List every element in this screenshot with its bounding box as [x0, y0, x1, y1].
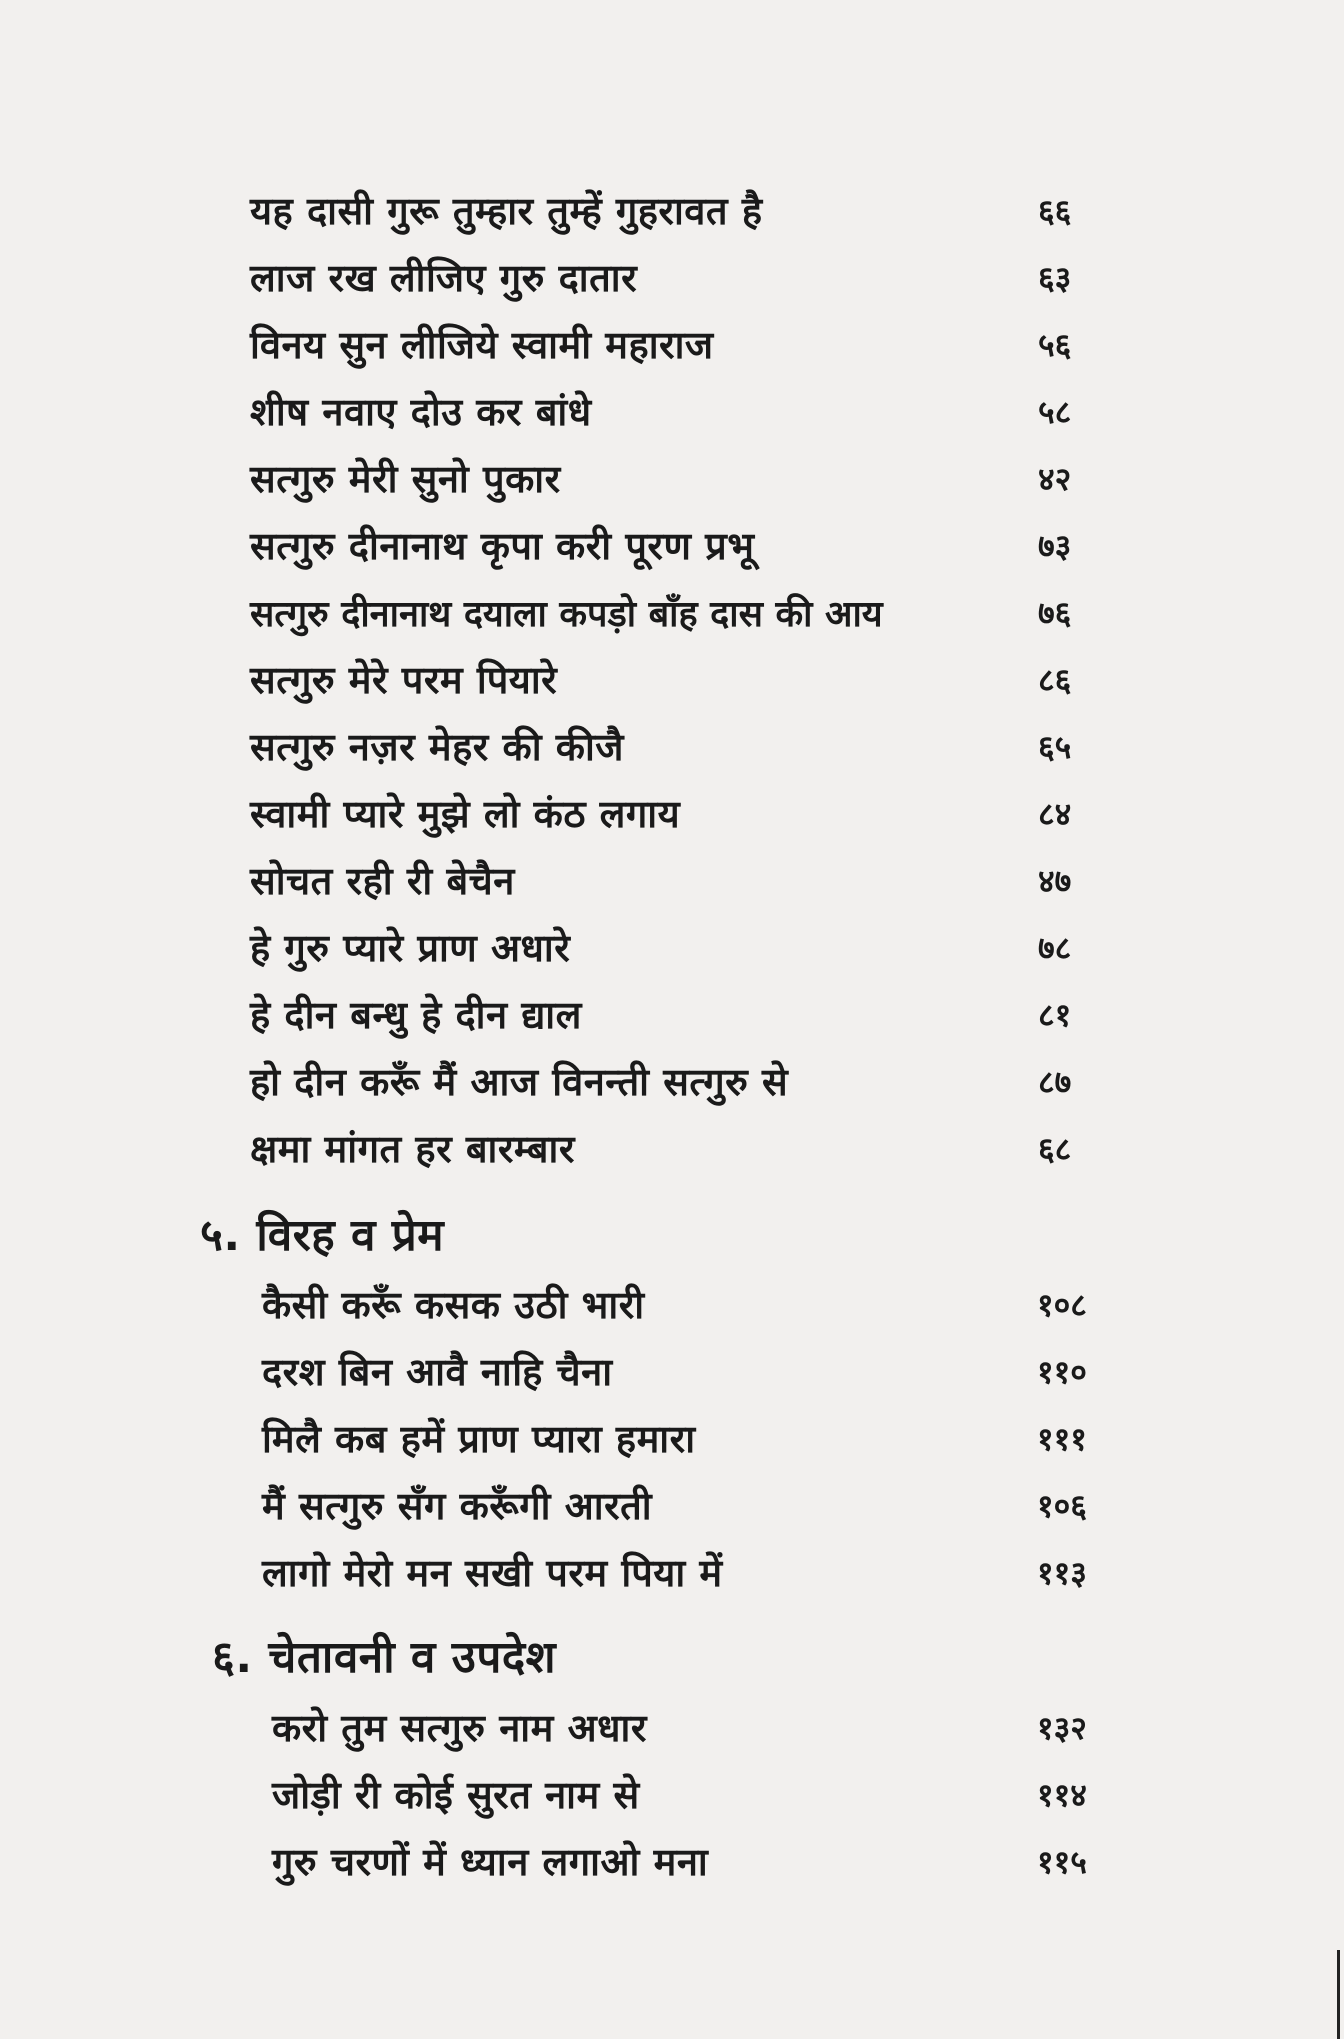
toc-entry — [250, 1118, 1072, 1178]
toc-entry — [250, 180, 1072, 240]
entry-title: कैसी करूँ कसक उठी भारी — [262, 1283, 645, 1327]
entry-title: करो तुम सत्गुरु नाम अधार — [272, 1706, 647, 1750]
toc-entry — [262, 1274, 1087, 1334]
entry-title: लागो मेरो मन सखी परम पिया में — [262, 1551, 723, 1595]
entry-title: लाज रख लीजिए गुरु दातार — [250, 256, 638, 300]
toc-entry — [250, 448, 1072, 508]
entry-page-number: ६६ — [1038, 191, 1072, 230]
toc-entry — [250, 917, 1072, 977]
toc-entry — [250, 582, 1072, 642]
toc-entry — [272, 1764, 1087, 1824]
entry-title: सत्गुरु मेरी सुनो पुकार — [250, 457, 561, 501]
entry-page-number: ७३ — [1038, 526, 1072, 565]
entry-title: विनय सुन लीजिये स्वामी महाराज — [250, 323, 714, 367]
toc-entry — [250, 314, 1072, 374]
entry-title: स्वामी प्यारे मुझे लो कंठ लगाय — [250, 792, 681, 836]
section-heading: ५. विरह व प्रेम — [200, 1210, 445, 1261]
entry-title: मिलै कब हमें प्राण प्यारा हमारा — [262, 1417, 696, 1461]
page-edge-mark — [1337, 1950, 1340, 2039]
entry-title: शीष नवाए दोउ कर बांधे — [250, 390, 592, 434]
entry-title: दरश बिन आवै नाहि चैना — [262, 1350, 613, 1394]
entry-page-number: १०६ — [1037, 1486, 1087, 1525]
toc-entry — [250, 984, 1072, 1044]
toc-entry — [262, 1341, 1087, 1401]
entry-page-number: १३२ — [1037, 1708, 1087, 1747]
entry-title: गुरु चरणों में ध्यान लगाओ मना — [272, 1840, 709, 1884]
toc-entry — [262, 1408, 1087, 1468]
entry-page-number: ७८ — [1038, 928, 1072, 967]
entry-page-number: ७६ — [1038, 593, 1072, 632]
toc-entry — [250, 649, 1072, 709]
entry-page-number: ११५ — [1037, 1842, 1087, 1881]
toc-entry — [272, 1831, 1087, 1891]
toc-entry — [262, 1475, 1087, 1535]
entry-page-number: १०८ — [1037, 1285, 1087, 1324]
entry-title: सत्गुरु नज़र मेहर की कीजै — [250, 725, 625, 769]
entry-title: सत्गुरु मेरे परम पियारे — [250, 658, 558, 702]
entry-page-number: ११३ — [1037, 1553, 1087, 1592]
entry-page-number: ११० — [1037, 1352, 1087, 1391]
entry-title: यह दासी गुरू तुम्हार तुम्हें गुहरावत है — [250, 189, 763, 233]
entry-page-number: ८६ — [1038, 660, 1072, 699]
entry-page-number: ६३ — [1038, 258, 1072, 297]
toc-entry — [250, 247, 1072, 307]
toc-entry — [262, 1542, 1087, 1602]
entry-title: मैं सत्गुरु सँग करूँगी आरती — [262, 1484, 653, 1528]
toc-entry — [250, 515, 1072, 575]
entry-title: हे गुरु प्यारे प्राण अधारे — [250, 926, 571, 970]
entry-page-number: ८१ — [1038, 995, 1072, 1034]
toc-entry — [250, 1051, 1072, 1111]
entry-page-number: ८४ — [1038, 794, 1072, 833]
entry-page-number: १११ — [1037, 1419, 1087, 1458]
entry-page-number: ५६ — [1038, 325, 1072, 364]
toc-entry — [272, 1697, 1087, 1757]
entry-page-number: ४७ — [1038, 861, 1072, 900]
entry-title: सोचत रही री बेचैन — [250, 859, 515, 903]
entry-page-number: ११४ — [1037, 1775, 1087, 1814]
entry-page-number: ४२ — [1038, 459, 1072, 498]
entry-title: सत्गुरु दीनानाथ कृपा करी पूरण प्रभू — [250, 524, 755, 568]
entry-title: हो दीन करूँ मैं आज विनन्ती सत्गुरु से — [250, 1060, 789, 1104]
section-heading: ६. चेतावनी व उपदेश — [212, 1632, 557, 1683]
entry-title: जोड़ी री कोई सुरत नाम से — [272, 1773, 640, 1817]
entry-page-number: ६५ — [1038, 727, 1072, 766]
toc-entry — [250, 381, 1072, 441]
toc-entry — [250, 716, 1072, 776]
entry-title: सत्गुरु दीनानाथ दयाला कपड़ो बाँह दास की आय — [250, 593, 883, 635]
entry-title: हे दीन बन्धु हे दीन द्याल — [250, 993, 582, 1037]
entry-page-number: ६८ — [1038, 1129, 1072, 1168]
toc-entry — [250, 783, 1072, 843]
entry-title: क्षमा मांगत हर बारम्बार — [250, 1127, 575, 1171]
toc-entry — [250, 850, 1072, 910]
entry-page-number: ८७ — [1038, 1062, 1072, 1101]
entry-page-number: ५८ — [1038, 392, 1072, 431]
